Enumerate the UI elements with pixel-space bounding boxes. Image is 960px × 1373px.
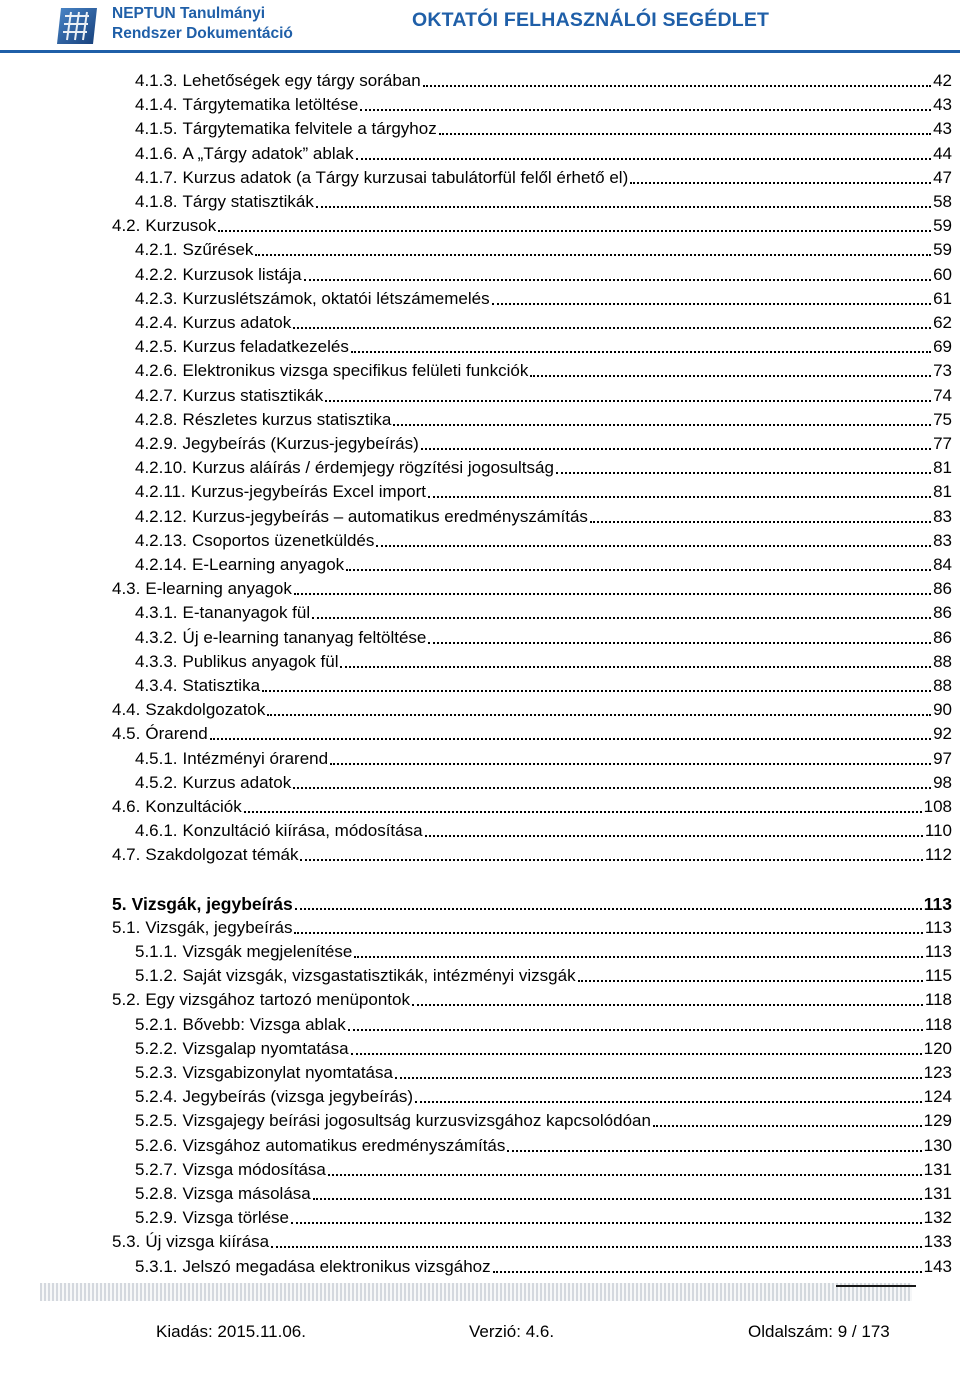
- toc-leader-dots: [425, 835, 923, 837]
- footer-divider: [40, 1283, 912, 1301]
- toc-entry-page: 77: [933, 434, 952, 453]
- toc-leader-dots: [630, 182, 931, 184]
- toc-entry-number: 5.2.1.: [135, 1015, 178, 1034]
- toc-entry-page: 83: [933, 507, 952, 526]
- neptun-logo-icon: [55, 4, 99, 48]
- toc-entry[interactable]: [135, 407, 952, 431]
- toc-entry-page: 69: [933, 337, 952, 356]
- toc-entry-number: 4.6.1.: [135, 821, 178, 840]
- toc-leader-dots: [556, 472, 931, 474]
- toc-leader-dots: [439, 133, 931, 135]
- toc-entry-page: 73: [933, 361, 952, 380]
- header-divider: [0, 50, 960, 53]
- toc-entry-number: 4.2.4.: [135, 313, 178, 332]
- toc-entry-page: 61: [933, 289, 952, 308]
- toc-entry-page: 123: [923, 1063, 952, 1082]
- toc-entry[interactable]: [135, 1084, 952, 1108]
- toc-entry-page: 81: [933, 482, 952, 501]
- toc-entry[interactable]: [135, 165, 952, 189]
- toc-leader-dots: [428, 496, 931, 498]
- toc-entry-title: Jegybeírás (Kurzus-jegybeírás): [182, 434, 419, 453]
- toc-entry-number: 5.2.: [112, 990, 141, 1009]
- toc-entry[interactable]: [135, 237, 952, 261]
- toc-entry-page: 97: [933, 749, 952, 768]
- toc-entry-number: 5.3.: [112, 1232, 141, 1251]
- toc-entry[interactable]: [135, 358, 952, 382]
- toc-leader-dots: [530, 375, 931, 377]
- toc-entry-title: E-learning anyagok: [145, 579, 292, 598]
- toc-entry-page: 86: [933, 603, 952, 622]
- toc-leader-dots: [354, 956, 923, 958]
- toc-entry-number: 4.5.1.: [135, 749, 178, 768]
- page-header: [0, 0, 960, 52]
- toc-entry[interactable]: [135, 552, 952, 576]
- toc-entry-title: Vizsga másolása: [182, 1184, 311, 1203]
- toc-entry[interactable]: [135, 649, 952, 673]
- toc-entry-title: Szűrések: [182, 240, 254, 259]
- toc-entry-number: 4.2.8.: [135, 410, 178, 429]
- toc-entry-page: 44: [933, 144, 952, 163]
- toc-entry-title: Vizsgák megjelenítése: [182, 942, 353, 961]
- toc-entry[interactable]: [135, 1133, 952, 1157]
- toc-entry-number: 4.2.13.: [135, 531, 187, 550]
- toc-entry-page: 81: [933, 458, 952, 477]
- toc-leader-dots: [330, 763, 931, 765]
- toc-leader-dots: [294, 932, 922, 934]
- toc-entry-title: Tárgytematika felvitele a tárgyhoz: [182, 119, 437, 138]
- toc-leader-dots: [325, 400, 931, 402]
- toc-entry-number: 4.1.4.: [135, 95, 178, 114]
- toc-entry[interactable]: [135, 673, 952, 697]
- toc-entry[interactable]: [135, 455, 952, 479]
- toc-entry-page: 129: [923, 1111, 952, 1130]
- toc-entry[interactable]: [135, 116, 952, 140]
- toc-leader-dots: [428, 642, 931, 644]
- toc-entry-page: 133: [923, 1232, 952, 1251]
- toc-entry-title: Kurzus adatok: [182, 313, 292, 332]
- toc-entry-number: 4.3.3.: [135, 652, 178, 671]
- toc-entry-number: 4.2.9.: [135, 434, 178, 453]
- toc-entry[interactable]: [112, 915, 952, 939]
- toc-entry-title: A „Tárgy adatok” ablak: [182, 144, 354, 163]
- toc-entry-page: 143: [923, 1257, 952, 1276]
- toc-entry-title: Vizsgák, jegybeírás: [131, 894, 293, 914]
- toc-leader-dots: [590, 521, 931, 523]
- toc-leader-dots: [348, 1029, 923, 1031]
- toc-entry-number: 4.3.4.: [135, 676, 178, 695]
- toc-entry[interactable]: [135, 1157, 952, 1181]
- toc-entry[interactable]: [135, 963, 952, 987]
- toc-entry[interactable]: [135, 310, 952, 334]
- toc-leader-dots: [492, 303, 931, 305]
- toc-leader-dots: [423, 85, 931, 87]
- toc-leader-dots: [346, 569, 931, 571]
- toc-entry-title: Elektronikus vizsga specifikus felületi funkciók: [182, 361, 529, 380]
- toc-entry[interactable]: [135, 334, 952, 358]
- toc-entry-page: 74: [933, 386, 952, 405]
- toc-entry-title: Részletes kurzus statisztika: [182, 410, 392, 429]
- toc-entry-title: Vizsgák, jegybeírás: [145, 918, 293, 937]
- toc-entry-number: 5.2.4.: [135, 1087, 178, 1106]
- toc-entry-page: 131: [923, 1184, 952, 1203]
- toc-entry[interactable]: [135, 92, 952, 116]
- toc-entry-title: Vizsgajegy beírási jogosultság kurzusvizsgához kapcsolódóan: [182, 1111, 651, 1130]
- toc-leader-dots: [210, 738, 931, 740]
- toc-leader-dots: [376, 545, 931, 547]
- toc-entry[interactable]: [135, 600, 952, 624]
- toc-leader-dots: [291, 1222, 922, 1224]
- toc-entry-page: 130: [923, 1136, 952, 1155]
- toc-entry[interactable]: [112, 576, 952, 600]
- toc-entry-page: 113: [924, 918, 952, 937]
- page-number: Oldalszám: 9 / 173: [748, 1322, 890, 1341]
- toc-entry-number: 5.3.1.: [135, 1257, 178, 1276]
- brand-line-2: Rendszer Dokumentáció: [112, 25, 293, 42]
- toc-entry-number: 5.1.: [112, 918, 141, 937]
- toc-leader-dots: [395, 1077, 922, 1079]
- toc-entry-page: 92: [933, 724, 952, 743]
- toc-entry[interactable]: [112, 987, 952, 1011]
- toc-entry-page: 59: [933, 240, 952, 259]
- toc-entry[interactable]: [135, 1036, 952, 1060]
- toc-entry-title: Új vizsga kiírása: [145, 1232, 270, 1251]
- toc-entry-number: 4.2.3.: [135, 289, 178, 308]
- toc-entry-page: 62: [933, 313, 952, 332]
- toc-entry-page: 115: [924, 966, 952, 985]
- toc-entry-number: 4.3.1.: [135, 603, 178, 622]
- toc-entry-title: Kurzus-jegybeírás – automatikus eredményszámítás: [192, 507, 588, 526]
- toc-entry-number: 4.3.: [112, 579, 141, 598]
- toc-entry-title: Kurzusok: [145, 216, 217, 235]
- toc-leader-dots: [218, 230, 931, 232]
- toc-entry-title: E-tananyagok fül: [182, 603, 311, 622]
- toc-entry-title: Saját vizsgák, vizsgastatisztikák, intézményi vizsgák: [182, 966, 576, 985]
- toc-entry-number: 4.2.12.: [135, 507, 187, 526]
- toc-entry-title: Kurzus adatok: [182, 773, 292, 792]
- toc-entry-page: 118: [924, 990, 952, 1009]
- toc-leader-dots: [244, 811, 922, 813]
- toc-entry-number: 4.3.2.: [135, 628, 178, 647]
- toc-entry-page: 88: [933, 676, 952, 695]
- toc-entry-title: Lehetőségek egy tárgy sorában: [182, 71, 421, 90]
- toc-entry[interactable]: [112, 721, 952, 745]
- toc-entry[interactable]: [112, 794, 952, 818]
- toc-entry-page: 112: [924, 845, 952, 864]
- toc-entry-number: 4.2.: [112, 216, 141, 235]
- brand-line-1: NEPTUN Tanulmányi: [112, 5, 266, 22]
- toc-entry-number: 4.5.: [112, 724, 141, 743]
- toc-entry-number: 4.1.7.: [135, 168, 178, 187]
- toc-leader-dots: [312, 617, 931, 619]
- toc-entry[interactable]: [135, 141, 952, 165]
- toc-entry-title: Kurzus aláírás / érdemjegy rögzítési jogosultság: [192, 458, 554, 477]
- toc-entry[interactable]: [135, 746, 952, 770]
- toc-entry-page: 86: [933, 579, 952, 598]
- toc-entry-title: Tárgy statisztikák: [182, 192, 314, 211]
- toc-entry[interactable]: [112, 891, 952, 915]
- toc-leader-dots: [507, 1150, 921, 1152]
- toc-entry[interactable]: [135, 1205, 952, 1229]
- toc-leader-dots: [313, 1198, 922, 1200]
- toc-entry-number: 4.4.: [112, 700, 141, 719]
- toc-leader-dots: [493, 1271, 922, 1273]
- toc-leader-dots: [328, 1174, 922, 1176]
- toc-entry[interactable]: [135, 504, 952, 528]
- toc-entry-title: Vizsgabizonylat nyomtatása: [182, 1063, 393, 1082]
- toc-entry-number: 4.1.5.: [135, 119, 178, 138]
- toc-entry-title: Konzultáció kiírása, módosítása: [182, 821, 423, 840]
- toc-entry-page: 42: [933, 71, 952, 90]
- toc-entry[interactable]: [135, 818, 952, 842]
- toc-entry[interactable]: [135, 479, 952, 503]
- toc-entry-number: 5.2.3.: [135, 1063, 178, 1082]
- toc-leader-dots: [294, 593, 931, 595]
- toc-entry-title: Kurzus statisztikák: [182, 386, 324, 405]
- toc-entry-number: 5.2.8.: [135, 1184, 178, 1203]
- toc-entry-number: 4.2.14.: [135, 555, 187, 574]
- toc-entry-page: 86: [933, 628, 952, 647]
- toc-entry-title: Vizsgalap nyomtatása: [182, 1039, 349, 1058]
- issue-date: Kiadás: 2015.11.06.: [156, 1322, 306, 1341]
- toc-entry-number: 4.2.5.: [135, 337, 178, 356]
- brand-name: [112, 4, 352, 44]
- toc-entry-number: 4.2.2.: [135, 265, 178, 284]
- toc-entry-page: 120: [923, 1039, 952, 1058]
- toc-leader-dots: [421, 448, 931, 450]
- toc-entry-number: 4.2.6.: [135, 361, 178, 380]
- toc-entry[interactable]: [135, 625, 952, 649]
- toc-entry-title: Jelszó megadása elektronikus vizsgához: [182, 1257, 491, 1276]
- toc-leader-dots: [267, 714, 931, 716]
- toc-entry-title: Konzultációk: [145, 797, 242, 816]
- toc-entry-page: 58: [933, 192, 952, 211]
- toc-leader-dots: [356, 158, 932, 160]
- toc-entry[interactable]: [135, 68, 952, 92]
- toc-entry-title: Szakdolgozat témák: [145, 845, 299, 864]
- toc-entry-page: 59: [933, 216, 952, 235]
- toc-entry[interactable]: [112, 842, 952, 866]
- toc-entry-number: 4.1.6.: [135, 144, 178, 163]
- toc-entry-number: 4.2.10.: [135, 458, 187, 477]
- version-label: Verzió: 4.6.: [469, 1322, 555, 1341]
- toc-entry[interactable]: [135, 262, 952, 286]
- toc-entry-number: 4.2.7.: [135, 386, 178, 405]
- toc-entry-page: 83: [933, 531, 952, 550]
- toc-leader-dots: [300, 859, 922, 861]
- toc-leader-dots: [351, 1053, 922, 1055]
- toc-entry[interactable]: [112, 213, 952, 237]
- toc-entry-number: 4.7.: [112, 845, 141, 864]
- toc-entry[interactable]: [135, 1181, 952, 1205]
- toc-leader-dots: [415, 1101, 922, 1103]
- document-title: OKTATÓI FELHASZNÁLÓI SEGÉDLET: [412, 9, 770, 31]
- toc-leader-dots: [295, 908, 922, 910]
- toc-leader-dots: [412, 1004, 923, 1006]
- toc-entry-title: Kurzus feladatkezelés: [182, 337, 349, 356]
- toc-entry-page: 124: [923, 1087, 952, 1106]
- toc-entry-number: 5.1.2.: [135, 966, 178, 985]
- toc-entry[interactable]: [135, 1060, 952, 1084]
- toc-leader-dots: [271, 1246, 922, 1248]
- toc-entry-number: 4.2.11.: [135, 482, 186, 501]
- toc-entry-page: 84: [933, 555, 952, 574]
- toc-leader-dots: [255, 254, 931, 256]
- toc-entry-number: 4.6.: [112, 797, 141, 816]
- toc-entry[interactable]: [135, 939, 952, 963]
- toc-leader-dots: [351, 351, 931, 353]
- toc-entry-page: 43: [933, 95, 952, 114]
- toc-entry-number: 4.2.1.: [135, 240, 178, 259]
- toc-leader-dots: [316, 206, 931, 208]
- toc-entry-number: 5.1.1.: [135, 942, 178, 961]
- toc-leader-dots: [360, 109, 931, 111]
- toc-leader-dots: [262, 690, 931, 692]
- toc-entry[interactable]: [135, 383, 952, 407]
- toc-entry-title: E-Learning anyagok: [192, 555, 345, 574]
- toc-entry-page: 132: [923, 1208, 952, 1227]
- toc-entry-number: 5.2.5.: [135, 1111, 178, 1130]
- toc-entry[interactable]: [135, 1108, 952, 1132]
- toc-entry-title: Csoportos üzenetküldés: [192, 531, 375, 550]
- toc-entry-page: 113: [923, 894, 952, 914]
- toc-entry-title: Bővebb: Vizsga ablak: [182, 1015, 346, 1034]
- toc-entry-page: 60: [933, 265, 952, 284]
- toc-entry-page: 108: [923, 797, 952, 816]
- toc-leader-dots: [293, 787, 931, 789]
- toc-entry-title: Szakdolgozatok: [145, 700, 266, 719]
- toc-entry-title: Kurzuslétszámok, oktatói létszámemelés: [182, 289, 490, 308]
- toc-entry[interactable]: [135, 431, 952, 455]
- toc-entry-title: Kurzus adatok (a Tárgy kurzusai tabulátorfül felől érhető el): [182, 168, 629, 187]
- toc-entry-number: 5.2.6.: [135, 1136, 178, 1155]
- toc-leader-dots: [293, 327, 931, 329]
- toc-entry-page: 47: [933, 168, 952, 187]
- toc-leader-dots: [340, 666, 931, 668]
- toc-entry-number: 4.1.8.: [135, 192, 178, 211]
- toc-entry-title: Intézményi órarend: [182, 749, 329, 768]
- toc-entry-page: 98: [933, 773, 952, 792]
- toc-entry-title: Tárgytematika letöltése: [182, 95, 359, 114]
- toc-entry-title: Vizsgához automatikus eredményszámítás: [182, 1136, 506, 1155]
- toc-entry-title: Egy vizsgához tartozó menüpontok: [145, 990, 410, 1009]
- toc-entry-page: 110: [924, 821, 952, 840]
- toc-entry-page: 113: [924, 942, 952, 961]
- toc-entry[interactable]: [135, 286, 952, 310]
- toc-entry-title: Vizsga módosítása: [182, 1160, 326, 1179]
- toc-entry[interactable]: [135, 1012, 952, 1036]
- toc-entry-number: 5.2.2.: [135, 1039, 178, 1058]
- toc-entry[interactable]: [135, 189, 952, 213]
- toc-entry-page: 88: [933, 652, 952, 671]
- page-footer: [0, 1322, 960, 1346]
- toc-entry-page: 118: [924, 1015, 952, 1034]
- toc-leader-dots: [578, 980, 923, 982]
- toc-entry-title: Vizsga törlése: [182, 1208, 290, 1227]
- toc-leader-dots: [653, 1125, 922, 1127]
- toc-entry-page: 43: [933, 119, 952, 138]
- toc-leader-dots: [393, 424, 931, 426]
- toc-entry-title: Kurzus-jegybeírás Excel import: [190, 482, 426, 501]
- toc-entry[interactable]: [135, 528, 952, 552]
- toc-entry-number: 4.5.2.: [135, 773, 178, 792]
- toc-entry-title: Új e-learning tananyag feltöltése: [182, 628, 427, 647]
- toc-leader-dots: [304, 279, 931, 281]
- toc-entry-page: 90: [933, 700, 952, 719]
- toc-entry-title: Órarend: [145, 724, 208, 743]
- toc-entry-title: Kurzusok listája: [182, 265, 302, 284]
- toc-entry-number: 5.2.7.: [135, 1160, 178, 1179]
- toc-entry[interactable]: [112, 1229, 952, 1253]
- toc-entry-page: 131: [923, 1160, 952, 1179]
- toc-entry-number: 5.2.9.: [135, 1208, 178, 1227]
- toc-entry-title: Jegybeírás (vizsga jegybeírás): [182, 1087, 414, 1106]
- toc-entry-title: Statisztika: [182, 676, 261, 695]
- toc-entry-number: 4.1.3.: [135, 71, 178, 90]
- toc-entry[interactable]: [135, 1254, 952, 1278]
- toc-entry[interactable]: [135, 770, 952, 794]
- toc-entry[interactable]: [112, 697, 952, 721]
- toc-entry-title: Publikus anyagok fül: [182, 652, 339, 671]
- toc-entry-number: 5.: [112, 894, 127, 914]
- toc-entry-page: 75: [933, 410, 952, 429]
